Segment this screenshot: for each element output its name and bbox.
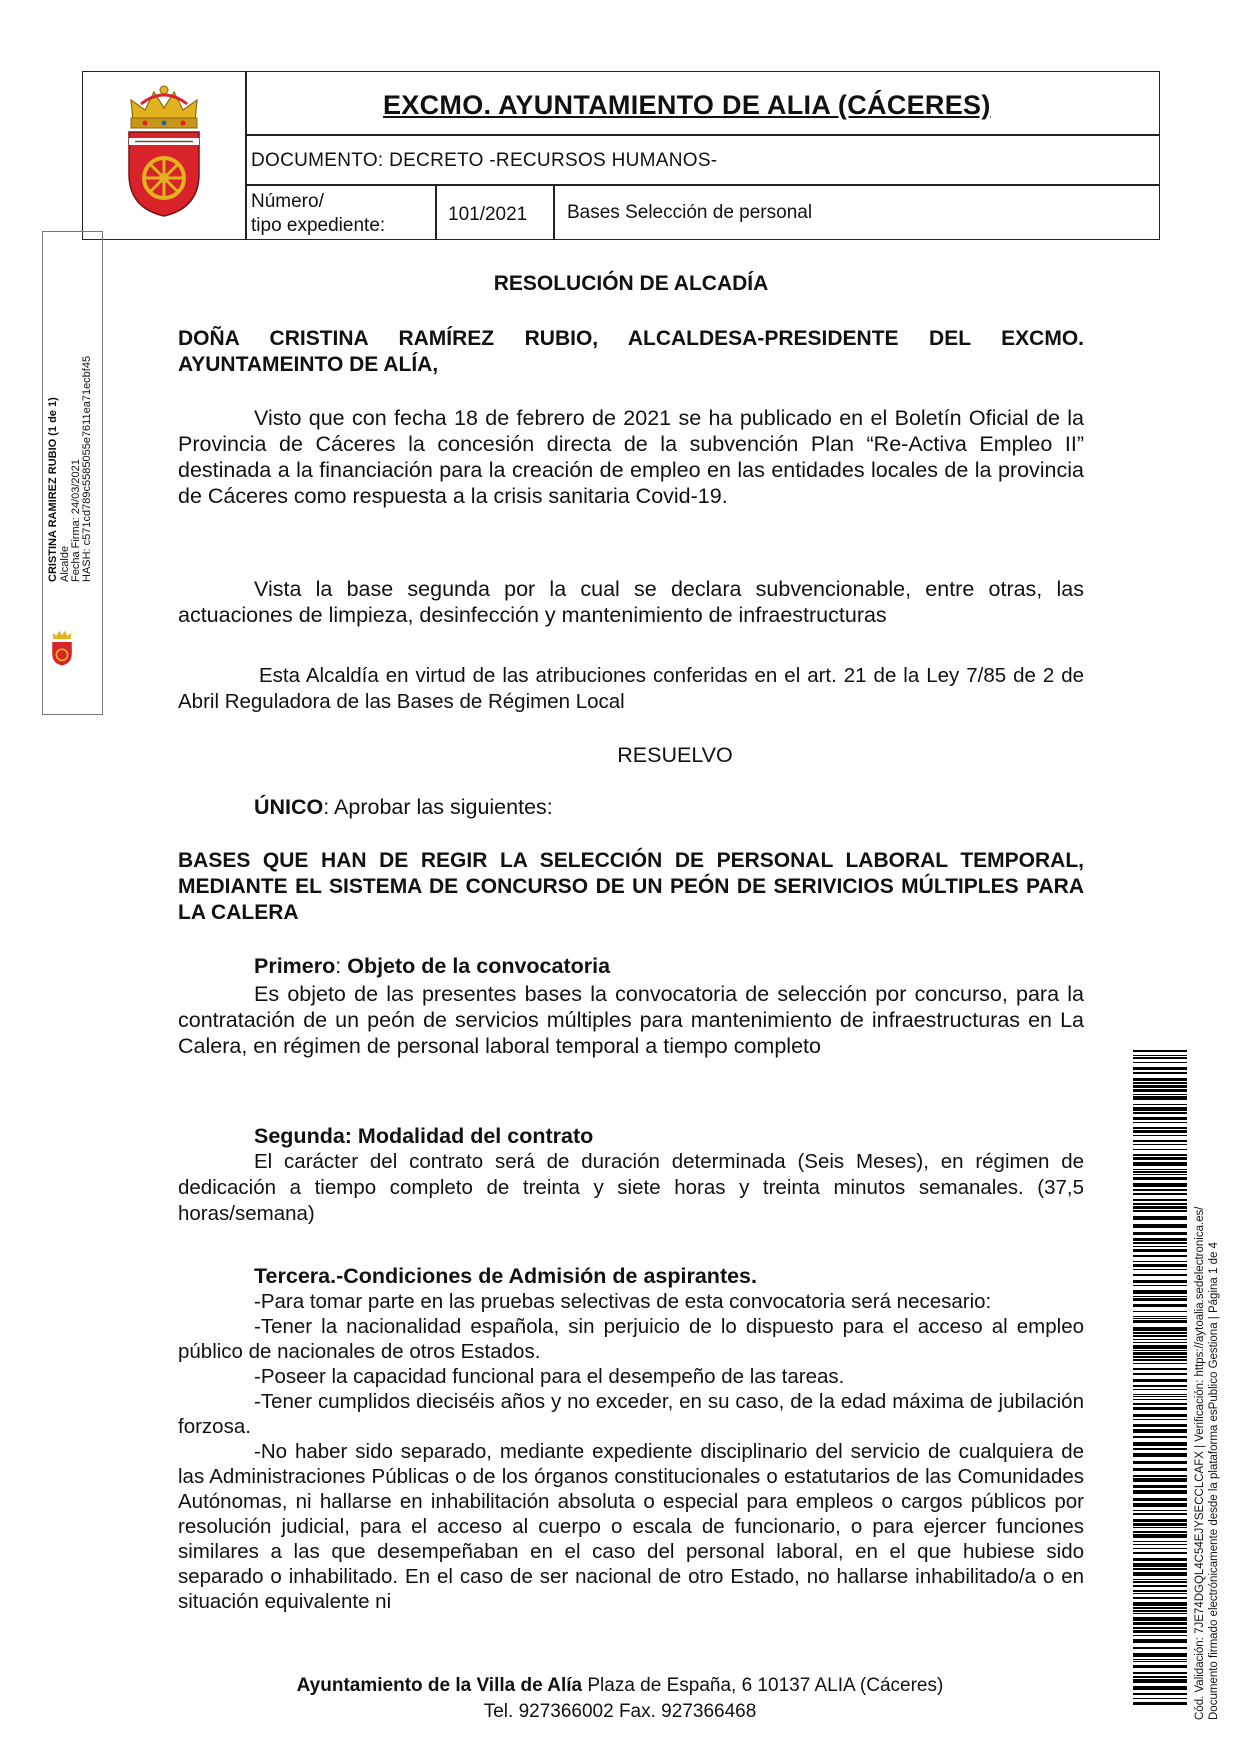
barcode-bar [1133, 1442, 1187, 1446]
unico-line [254, 794, 1084, 820]
barcode-bar [1133, 1316, 1187, 1317]
barcode-bar [1133, 1135, 1187, 1136]
unico-label: ÚNICO [254, 795, 324, 819]
barcode-bar [1133, 1082, 1187, 1084]
barcode-bar [1133, 1210, 1187, 1212]
barcode-bar [1133, 1154, 1187, 1156]
barcode-bar [1133, 1581, 1187, 1583]
tercera-item-1: -Para tomar parte en las pruebas selectivas de esta convocatoria será necesario: [254, 1290, 992, 1313]
header-divider [245, 72, 247, 239]
expediente-type: Bases Selección de personal [567, 202, 813, 223]
barcode-bar [1133, 1513, 1187, 1515]
barcode-bar [1133, 1144, 1187, 1145]
primero-heading: Primero: Objeto de la convocatoria [254, 954, 611, 978]
footer-address [170, 1673, 1070, 1698]
barcode-bar [1133, 1698, 1187, 1699]
barcode-bar [1133, 1298, 1187, 1301]
barcode-bar [1133, 1503, 1187, 1507]
barcode-bar [1133, 1665, 1187, 1668]
barcode-bar [1133, 1169, 1187, 1170]
barcode-bar [1133, 1255, 1187, 1257]
barcode-bar [1133, 1350, 1187, 1351]
numero-label-line1: Número/ [251, 191, 324, 212]
barcode-bar [1133, 1285, 1187, 1286]
barcode-bar [1133, 1647, 1187, 1649]
barcode-bar [1133, 1078, 1187, 1081]
tercera-item-5: -No haber sido separado, mediante expediente disciplinario del servicio de cualquiera de las Administraciones Públicas o de los órganos constitucionales o estatutarios de las Comunidades Autónomas, ni hallarse en inhabilitación absoluta o especial para empleos o cargos públicos por resolución judicial, para el acceso al cuerpo o escala de funcionario, o para ejercer funciones similares a las que desempeñaban en el caso del personal laboral, en el que hubiese sido separado o inhabilitado. En el caso de ser nacional de otro Estado, no hallarse inhabilitado/a o en situación equivalente ni [178, 1440, 1084, 1613]
barcode-bar [1133, 1318, 1187, 1319]
barcode-bar [1133, 1607, 1187, 1609]
barcode-bar [1133, 1389, 1187, 1390]
document-header [82, 71, 1160, 240]
barcode-bar [1133, 1531, 1187, 1533]
barcode-bar [1133, 1396, 1187, 1397]
document-type: DOCUMENTO: DECRETO -RECURSOS HUMANOS- [251, 150, 718, 171]
barcode-bar [1133, 1072, 1187, 1074]
barcode-bar [1133, 1590, 1187, 1592]
barcode-bar [1133, 1676, 1187, 1678]
barcode-bar [1133, 1475, 1187, 1477]
barcode-bar [1133, 1424, 1187, 1427]
barcode-bar [1133, 1096, 1187, 1100]
barcode-bar [1133, 1242, 1187, 1244]
barcode-bar [1133, 1206, 1187, 1209]
barcode-bar [1133, 1232, 1187, 1235]
barcode-bar [1133, 1399, 1187, 1400]
barcode-bar [1133, 1552, 1187, 1554]
barcode-bar [1133, 1630, 1187, 1633]
barcode-bar [1133, 1342, 1187, 1343]
barcode-bar [1133, 1335, 1187, 1337]
barcode-bar [1133, 1519, 1187, 1522]
barcode-bar [1133, 1112, 1187, 1114]
barcode-bar [1133, 1602, 1187, 1606]
barcode-bar [1133, 1373, 1187, 1375]
barcode-bar [1133, 1094, 1187, 1095]
barcode-bar [1133, 1453, 1187, 1457]
barcode-bar [1133, 1527, 1187, 1528]
resuelvo-heading: RESUELVO [617, 743, 733, 767]
barcode-bar [1133, 1448, 1187, 1450]
barcode-bar [1133, 1534, 1187, 1538]
barcode-bar [1133, 1541, 1187, 1542]
paragraph-vista: Vista la base segunda por la cual se declara subvencionable, entre otras, las actuaciones de limpieza, desinfección y mantenimiento de infraestructuras [178, 577, 1084, 627]
barcode-bar [1133, 1149, 1187, 1150]
barcode-bar [1133, 1659, 1187, 1660]
barcode-bar [1133, 1296, 1187, 1297]
primero-text: Es objeto de las presentes bases la convocatoria de selección por concurso, para la contratación de un peón de servicios múltiples para mantenimiento de infraestructuras en La Calera, en régimen de personal laboral temporal a tiempo completo [178, 982, 1084, 1058]
footer-org: Ayuntamiento de la Villa de Alía [296, 1675, 583, 1696]
barcode-bar [1133, 1085, 1187, 1088]
barcode-bar [1133, 1122, 1187, 1123]
barcode-bar [1133, 1174, 1187, 1175]
barcode-bar [1133, 1189, 1187, 1191]
barcode-bar [1133, 1523, 1187, 1526]
barcode-bar [1133, 1089, 1187, 1092]
barcode-bar [1133, 1563, 1187, 1567]
validation-code: Cód. Validación: 7JE74DGQL4C54EJYSECCLCAFX | Verificación: https://aytoalia.sedelectronica.es/ [1194, 1206, 1206, 1720]
barcode-bar [1133, 1368, 1187, 1370]
unico-text: : Aprobar las siguientes: [323, 795, 553, 819]
barcode-bar [1133, 1414, 1187, 1417]
barcode-bar [1133, 1055, 1187, 1056]
barcode-bar [1133, 1327, 1187, 1331]
resolution-heading: RESOLUCIÓN DE ALCADÍA [493, 272, 769, 295]
barcode-bar [1133, 1593, 1187, 1594]
barcode-bar [1133, 1478, 1187, 1482]
barcode-bar [1133, 1352, 1187, 1355]
header-divider [245, 184, 1159, 186]
stamp-logo [49, 628, 75, 666]
barcode-bar [1133, 1585, 1187, 1587]
barcode-bar [1133, 1394, 1187, 1395]
barcode-bar [1133, 1057, 1187, 1059]
paragraph-atribuciones: Esta Alcaldía en virtud de las atribuciones conferidas en el art. 21 de la Ley 7/85 de 2 de Abril Reguladora de las Bases de Régimen Local [178, 664, 1084, 713]
barcode-bar [1133, 1419, 1187, 1420]
tercera-item-4: -Tener cumplidos dieciséis años y no exceder, en su caso, de la edad máxima de jubilación forzosa. [178, 1390, 1084, 1438]
barcode-bar [1133, 1702, 1187, 1705]
paragraph-visto: Visto que con fecha 18 de febrero de 2021 se ha publicado en el Boletín Oficial de la Provincia de Cáceres la concesión directa de la subvención Plan “Re-Activa Empleo II” destinada a la financiación para la creación de empleo en las entidades locales de la provincia de Cáceres como respuesta a la crisis sanitaria Covid-19. [178, 406, 1084, 508]
tercera-item-3: -Poseer la capacidad funcional para el desempeño de las tareas. [254, 1365, 845, 1388]
barcode-bar [1133, 1548, 1187, 1549]
barcode-bar [1133, 1661, 1187, 1662]
barcode-bar [1133, 1062, 1187, 1063]
barcode-bar [1133, 1199, 1187, 1201]
barcode-bar [1133, 1238, 1187, 1241]
barcode-bar [1133, 1107, 1187, 1111]
barcode-bar [1133, 1203, 1187, 1205]
barcode-bar [1133, 1224, 1187, 1228]
barcode-bar [1133, 1436, 1187, 1438]
barcode-bar [1133, 1510, 1187, 1511]
barcode-bar [1133, 1363, 1187, 1364]
barcode-bar [1133, 1403, 1187, 1405]
barcode-bar [1133, 1157, 1187, 1160]
barcode [1133, 1050, 1187, 1705]
barcode-bar [1133, 1356, 1187, 1358]
barcode-bar [1133, 1216, 1187, 1220]
barcode-bar [1133, 1429, 1187, 1433]
barcode-bar [1133, 1130, 1187, 1133]
signer-role: Alcalde [59, 545, 71, 582]
primero-title: Objeto de la convocatoria [347, 954, 611, 978]
barcode-bar [1133, 1639, 1187, 1643]
barcode-bar [1133, 1264, 1187, 1267]
barcode-bar [1133, 1558, 1187, 1561]
barcode-bar [1133, 1290, 1187, 1294]
barcode-bar [1133, 1485, 1187, 1488]
sign-hash: HASH: c571cd789c5585055e7611ea71ecbf45 [81, 355, 93, 582]
barcode-bar [1133, 1274, 1187, 1276]
numero-label [251, 190, 385, 238]
barcode-bar [1133, 1568, 1187, 1570]
coat-of-arms-logo [121, 82, 207, 218]
barcode-bar [1133, 1067, 1187, 1070]
barcode-bar [1133, 1104, 1187, 1105]
barcode-bar [1133, 1177, 1187, 1180]
barcode-bar [1133, 1359, 1187, 1361]
barcode-bar [1133, 1127, 1187, 1129]
validation-platform: Documento firmado electrónicamente desde la plataforma esPublico Gestiona | Página 1 de 4 [1208, 1242, 1220, 1720]
barcode-bar [1133, 1332, 1187, 1334]
barcode-bar [1133, 1171, 1187, 1173]
barcode-bar [1133, 1613, 1187, 1614]
page-title: EXCMO. AYUNTAMIENTO DE ALIA (CÁCERES) [383, 90, 991, 120]
barcode-bar [1133, 1304, 1187, 1307]
numero-label-line2: tipo expediente: [251, 215, 386, 236]
barcode-bar [1133, 1320, 1187, 1323]
barcode-bar [1133, 1610, 1187, 1612]
header-divider [245, 134, 1159, 136]
barcode-bar [1133, 1622, 1187, 1625]
barcode-bar [1133, 1686, 1187, 1690]
signer-name: CRISTINA RAMIREZ RUBIO (1 de 1) [47, 397, 59, 582]
bases-title: BASES QUE HAN DE REGIR LA SELECCIÓN DE PERSONAL LABORAL TEMPORAL, MEDIANTE EL SISTEMA DE CONCURSO DE UN PEÓN DE SERIVICIOS MÚLTIPLES PARA LA CALERA [178, 849, 1084, 924]
barcode-bar [1133, 1140, 1187, 1142]
footer-phone: Tel. 927366002 Fax. 927366468 [483, 1701, 757, 1722]
barcode-bar [1133, 1490, 1187, 1494]
barcode-bar [1133, 1162, 1187, 1166]
barcode-bar [1133, 1572, 1187, 1576]
barcode-bar [1133, 1249, 1187, 1252]
barcode-bar [1133, 1339, 1187, 1340]
barcode-bar [1133, 1407, 1187, 1410]
barcode-bar [1133, 1617, 1187, 1621]
barcode-bar [1133, 1498, 1187, 1501]
barcode-bar [1133, 1693, 1187, 1695]
header-divider [435, 184, 437, 239]
expediente-number: 101/2021 [448, 204, 528, 225]
barcode-bar [1133, 1280, 1187, 1283]
barcode-bar [1133, 1468, 1187, 1471]
barcode-bar [1133, 1117, 1187, 1120]
barcode-bar [1133, 1379, 1187, 1382]
barcode-bar [1133, 1311, 1187, 1312]
tercera-item-2: -Tener la nacionalidad española, sin perjuicio de lo dispuesto para el acceso al empleo público de nacionales de otros Estados. [178, 1315, 1084, 1363]
barcode-bar [1133, 1050, 1187, 1052]
barcode-bar [1133, 1385, 1187, 1387]
tercera-heading: Tercera.-Condiciones de Admisión de aspirantes. [254, 1264, 757, 1288]
barcode-bar [1133, 1246, 1187, 1247]
footer-street: Plaza de España, 6 10137 ALIA (Cáceres) [582, 1675, 944, 1696]
sign-date: Fecha Firma: 24/03/2021 [70, 459, 82, 582]
barcode-bar [1133, 1183, 1187, 1187]
barcode-bar [1133, 1345, 1187, 1349]
barcode-bar [1133, 1579, 1187, 1580]
barcode-bar [1133, 1627, 1187, 1629]
barcode-bar [1133, 1653, 1187, 1657]
barcode-bar [1133, 1193, 1187, 1195]
header-divider [553, 184, 555, 239]
official-name: DOÑA CRISTINA RAMÍREZ RUBIO, ALCALDESA-PRESIDENTE DEL EXCMO. AYUNTAMEINTO DE ALÍA, [178, 327, 1084, 376]
segunda-text: El carácter del contrato será de duración determinada (Seis Meses), en régimen de dedicación a tiempo completo de treinta y siete horas y treinta minutos semanales. (37,5 horas/semana) [178, 1150, 1084, 1225]
barcode-bar [1133, 1597, 1187, 1599]
barcode-bar [1133, 1679, 1187, 1683]
barcode-bar [1133, 1269, 1187, 1270]
barcode-bar [1133, 1544, 1187, 1545]
barcode-bar [1133, 1261, 1187, 1262]
segunda-heading: Segunda: Modalidad del contrato [254, 1124, 594, 1148]
barcode-bar [1133, 1461, 1187, 1464]
primero-label: Primero [254, 954, 336, 978]
signature-stamp [42, 231, 103, 715]
barcode-bar [1133, 1635, 1187, 1636]
barcode-bar [1133, 1672, 1187, 1674]
